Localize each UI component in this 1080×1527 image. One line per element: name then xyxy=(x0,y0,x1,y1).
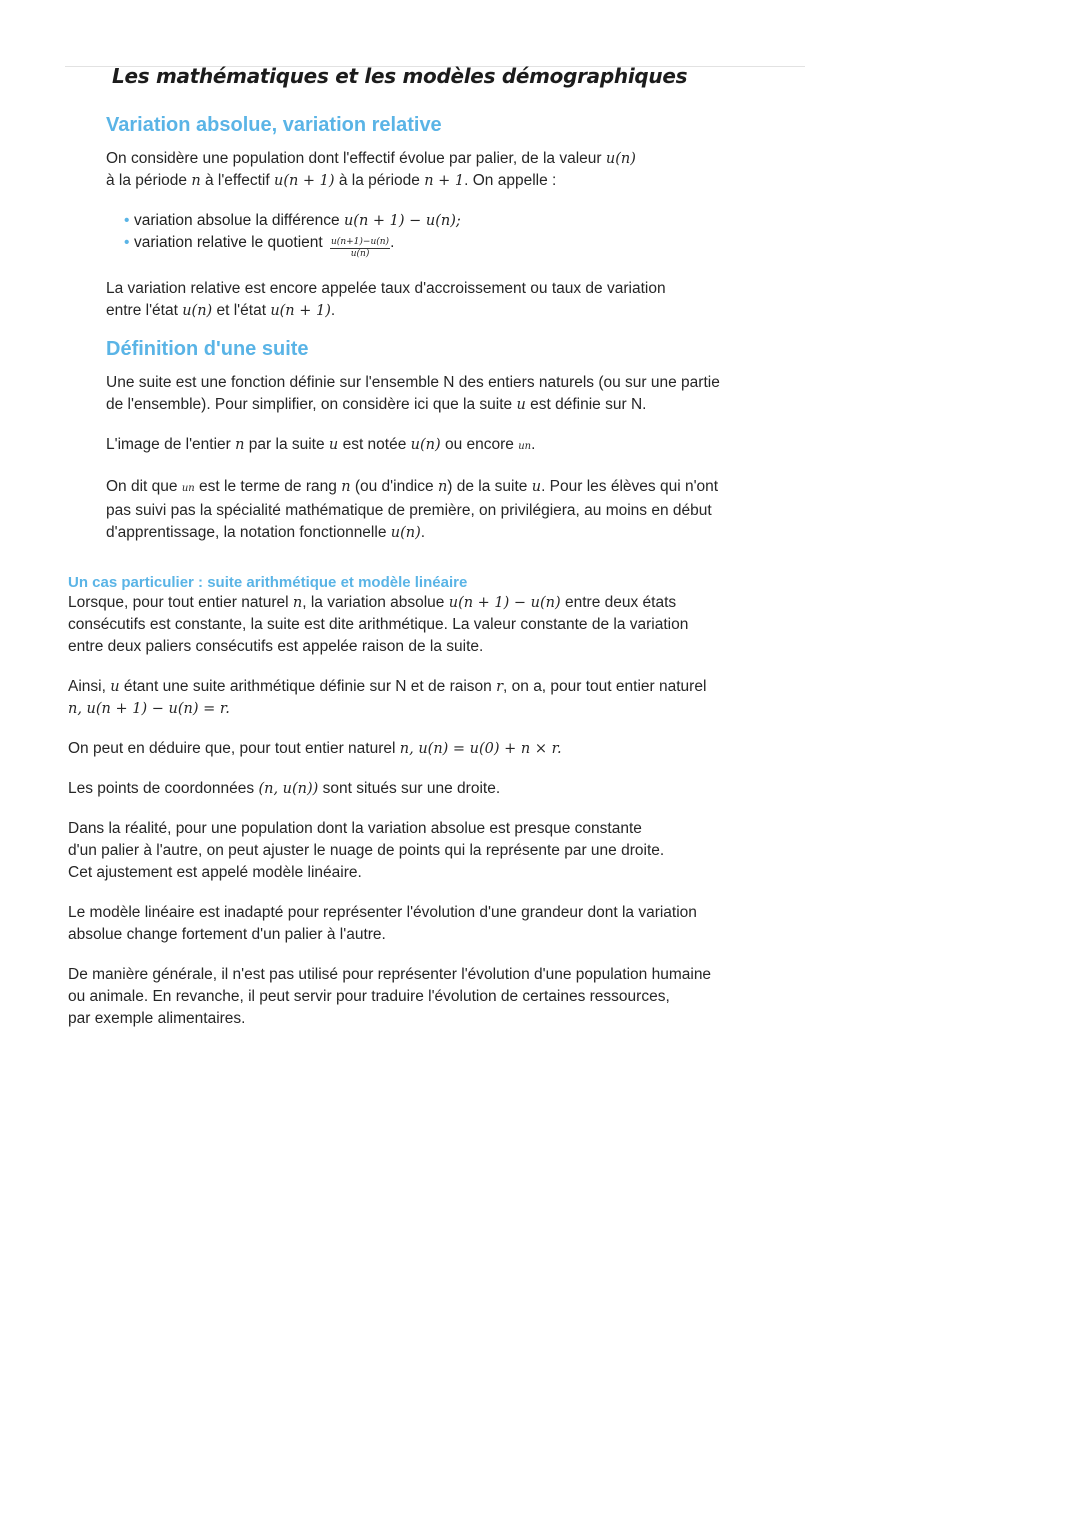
section-definition xyxy=(106,338,806,544)
section-heading-variation: Variation absolue, variation relative xyxy=(106,114,442,136)
paragraph-intro: On considère une population dont l'effectif évolue par palier, de la valeur u(n) à la période n à l'effectif u(n + 1) à la période n + 1. On appelle : xyxy=(106,150,636,189)
paragraph-generale: De manière générale, il n'est pas utilisé pour représenter l'évolution d'une population humaine ou animale. En revanche, il peut servir pour traduire l'évolution de certaines ressources, par exemple alimentaires. xyxy=(68,966,712,1027)
paragraph-raison: Ainsi, u étant une suite arithmétique définie sur N et de raison r, on a, pour tout entier naturel n, u(n + 1) − u(n) = r. xyxy=(68,678,707,717)
section-variation xyxy=(106,114,806,322)
paragraph-relative: La variation relative est encore appelée taux d'accroissement ou taux de variation entre l'état u(n) et l'état u(n + 1). xyxy=(106,280,666,319)
paragraph-realite: Dans la réalité, pour une population dont la variation absolue est presque constante d'un palier à l'autre, on peut ajuster le nuage de points qui la représente par une droite. Cet ajustement est appelé modèle linéaire. xyxy=(68,820,665,881)
paragraph-image: L'image de l'entier n par la suite u est notée u(n) ou encore un. xyxy=(106,436,536,453)
definition-list xyxy=(106,210,806,260)
paragraph-terme: On dit que un est le terme de rang n (ou d'indice n) de la suite u. Pour les élèves qui n'ont pas suivi pas la spécialité mathématique de première, on privilégiera, au moins en début d'apprentissage, la notation fonctionnelle u(n). xyxy=(106,478,719,541)
paragraph-points: Les points de coordonnées (n, u(n)) sont situés sur une droite. xyxy=(68,780,501,797)
list-item-absolute: • variation absolue la différence u(n + 1) − u(n); xyxy=(106,210,806,232)
paragraph-inadapte: Le modèle linéaire est inadapté pour représenter l'évolution d'une grandeur dont la variation absolue change fortement d'un palier à l'autre. xyxy=(68,904,697,943)
section-heading-definition: Définition d'une suite xyxy=(106,338,309,360)
section-heading-arithmetique: Un cas particulier : suite arithmétique et modèle linéaire xyxy=(68,574,468,591)
paragraph-arithmetique: Lorsque, pour tout entier naturel n, la variation absolue u(n + 1) − u(n) entre deux états consécutifs est constante, la suite est dite arithmétique. La valeur constante de la variation entre deux paliers consécutifs est appelée raison de la suite. xyxy=(68,594,689,655)
document-title: Les mathématiques et les modèles démographiques xyxy=(112,64,688,88)
fraction-relative: $\frac{u(n+1)-u(n)}{u(n)}$ xyxy=(331,237,390,259)
section-arithmetique xyxy=(68,574,808,1030)
paragraph-deduction: On peut en déduire que, pour tout entier naturel n, u(n) = u(0) + n × r. xyxy=(68,740,562,757)
list-item-relative: • variation relative le quotient $\frac{u(n+1)-u(n)}{u(n)}$ . xyxy=(124,234,395,259)
bullet-icon: • xyxy=(124,212,130,229)
paragraph-suite: Une suite est une fonction définie sur l'ensemble N des entiers naturels (ou sur une partie de l'ensemble). Pour simplifier, on considère ici que la suite u est définie sur N. xyxy=(106,374,720,413)
bullet-icon: • xyxy=(124,234,130,251)
